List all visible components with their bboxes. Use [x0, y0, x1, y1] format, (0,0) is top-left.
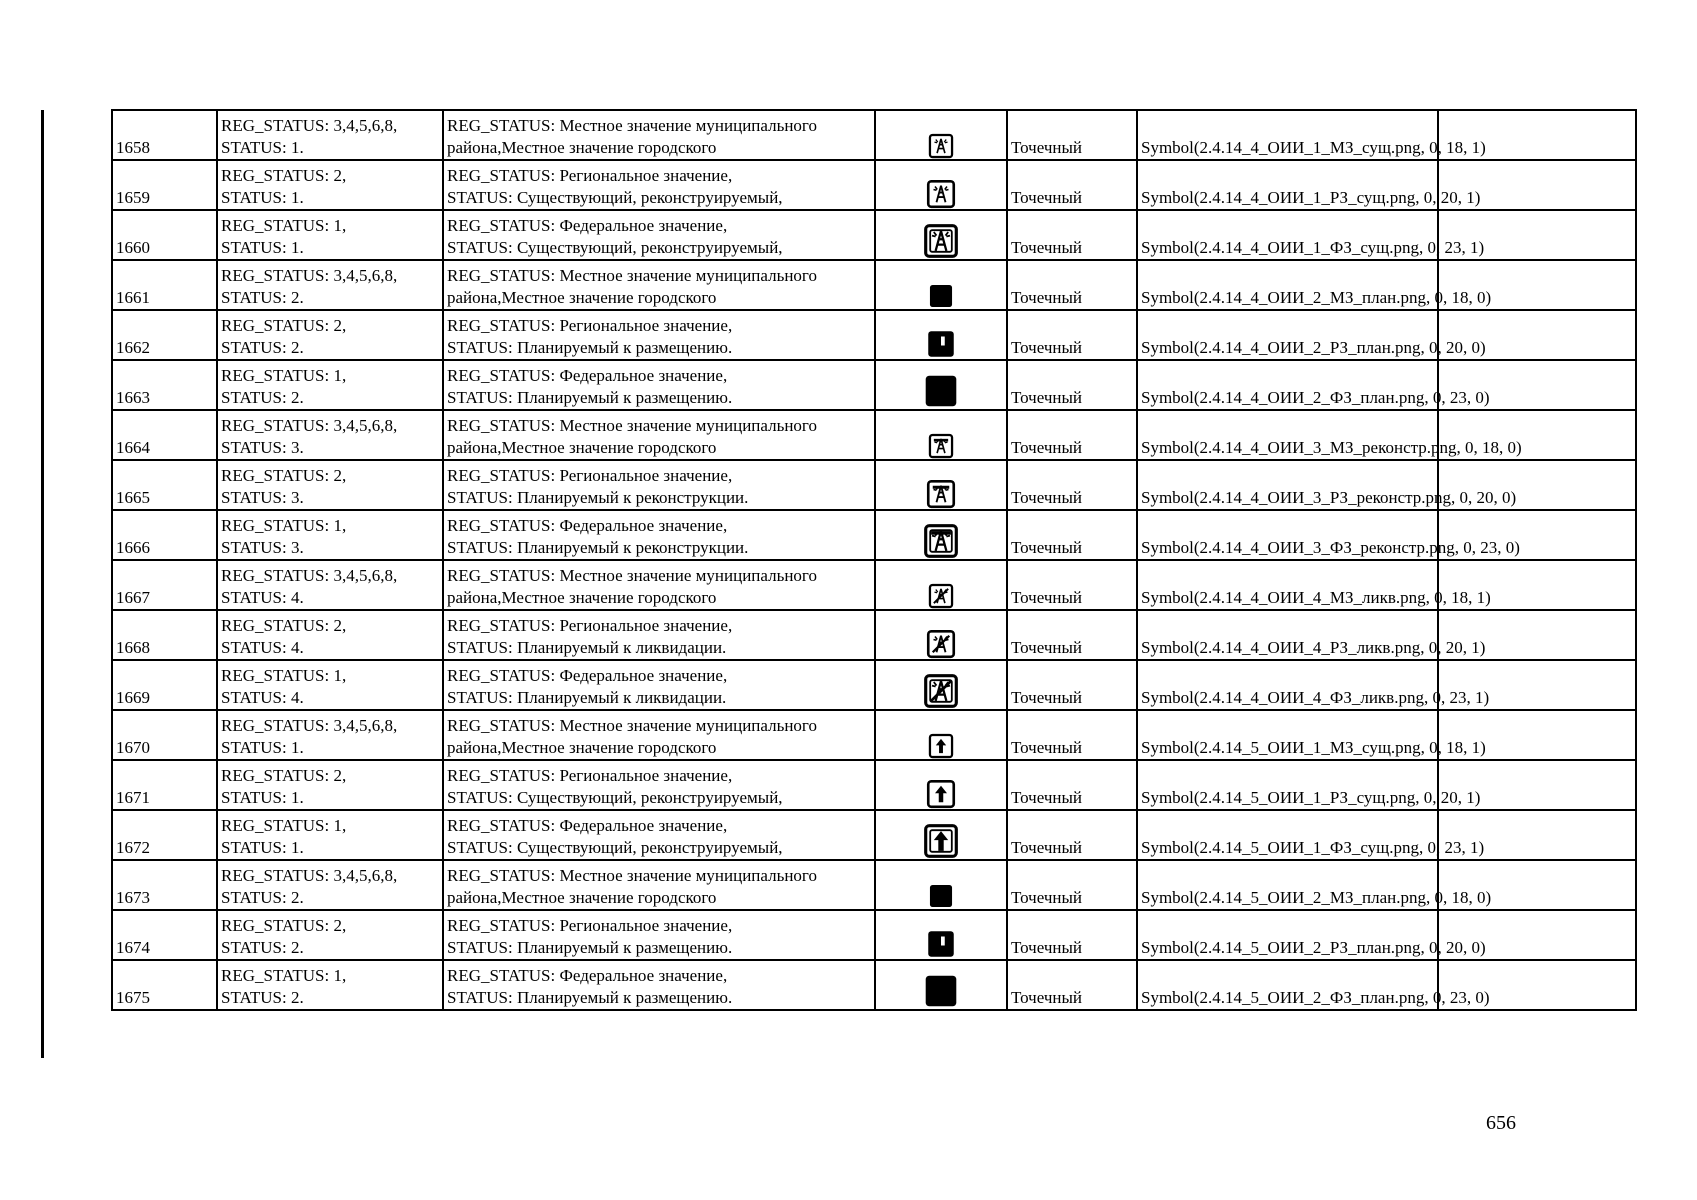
table-row [112, 710, 1636, 760]
cell-text-line: REG_STATUS: Федеральное значение, [447, 966, 728, 985]
cell-text-line: REG_STATUS: 2, [221, 316, 347, 335]
symbol-file-cell [1137, 310, 1486, 360]
symbol-cell [875, 960, 1007, 1010]
cell-text-line: REG_STATUS: Местное значение муниципального [447, 266, 817, 285]
cell-text-line: REG_STATUS: Федеральное значение, [447, 666, 728, 685]
geometry-type-cell [1007, 660, 1137, 710]
cell-text-line: Symbol(2.4.14_5_ОИИ_2_РЗ_план.png, 0, 20, 0) [1141, 938, 1486, 957]
row-number-cell [112, 910, 217, 960]
status-description-cell [443, 560, 875, 610]
geometry-type-cell [1007, 610, 1137, 660]
cell-text-line: Точечный [1011, 838, 1083, 857]
cell-text-line: Symbol(2.4.14_4_ОИИ_2_ФЗ_план.png, 0, 23, 0) [1141, 388, 1490, 407]
cell-text-line: 1671 [116, 788, 150, 807]
tower-m-reconstruction-icon [928, 433, 954, 459]
geometry-type-cell [1007, 560, 1137, 610]
cell-text-line: STATUS: Планируемый к реконструкции. [447, 538, 749, 557]
symbol-cell [875, 560, 1007, 610]
row-number-cell [112, 360, 217, 410]
table-row [112, 360, 1636, 410]
symbol-file-cell [1137, 460, 1517, 510]
cell-text-line: Точечный [1011, 288, 1083, 307]
planned-r-square-icon [926, 929, 956, 959]
cell-text-line: 1664 [116, 438, 150, 457]
cell-text-line: REG_STATUS: 3,4,5,6,8, [221, 866, 398, 885]
cell-text-line: STATUS: 3. [221, 538, 304, 557]
cell-text-line: STATUS: 2. [221, 938, 304, 957]
cell-text-line: STATUS: 3. [221, 438, 304, 457]
row-number-cell [112, 960, 217, 1010]
symbol-cell [875, 610, 1007, 660]
row-number-cell [112, 110, 217, 160]
cell-text-line: Symbol(2.4.14_4_ОИИ_1_МЗ_сущ.png, 0, 18, 1) [1141, 138, 1486, 157]
table-row [112, 160, 1636, 210]
cell-text-line: Точечный [1011, 388, 1083, 407]
cell-text-line: STATUS: 2. [221, 288, 304, 307]
symbol-file-cell [1137, 910, 1486, 960]
cell-text-line: 1675 [116, 988, 150, 1007]
cell-text-line: Symbol(2.4.14_4_ОИИ_4_ФЗ_ликв.png, 0, 23, 1) [1141, 688, 1490, 707]
cell-text-line: Точечный [1011, 988, 1083, 1007]
status-description-cell [443, 610, 875, 660]
symbol-file-cell [1137, 360, 1490, 410]
geometry-type-cell [1007, 960, 1137, 1010]
row-number-cell [112, 810, 217, 860]
cell-text-line: REG_STATUS: Местное значение муниципального [447, 566, 817, 585]
symbol-file-cell [1137, 210, 1485, 260]
cell-text-line: Точечный [1011, 488, 1083, 507]
tower-m-existing-icon [928, 133, 954, 159]
cell-text-line: REG_STATUS: Региональное значение, [447, 166, 733, 185]
tower-r-reconstruction-icon [926, 479, 956, 509]
cell-text-line: REG_STATUS: 3,4,5,6,8, [221, 566, 398, 585]
cell-text-line: STATUS: 3. [221, 488, 304, 507]
row-number-cell [112, 260, 217, 310]
cell-text-line: района,Местное значение городского [447, 138, 717, 157]
cell-text-line: STATUS: Планируемый к реконструкции. [447, 488, 749, 507]
geometry-type-cell [1007, 760, 1137, 810]
planned-m-square-icon [928, 283, 954, 309]
status-description-cell [443, 360, 875, 410]
cell-text-line: 1665 [116, 488, 150, 507]
geometry-type-cell [1007, 160, 1137, 210]
cell-text-line: 1662 [116, 338, 150, 357]
status-codes-cell [217, 110, 443, 160]
tower-r-liquidation-icon [926, 629, 956, 659]
cell-text-line: Точечный [1011, 638, 1083, 657]
symbol-file-cell [1137, 860, 1492, 910]
geometry-type-cell [1007, 410, 1137, 460]
status-codes-cell [217, 860, 443, 910]
cell-text-line: STATUS: Существующий, реконструируемый, [447, 788, 783, 807]
cell-text-line: REG_STATUS: Региональное значение, [447, 916, 733, 935]
cell-text-line: STATUS: 1. [221, 788, 304, 807]
status-codes-cell [217, 760, 443, 810]
cell-text-line: REG_STATUS: 2, [221, 916, 347, 935]
cell-text-line: REG_STATUS: 3,4,5,6,8, [221, 716, 398, 735]
cell-text-line: Symbol(2.4.14_5_ОИИ_1_МЗ_сущ.png, 0, 18, 1) [1141, 738, 1486, 757]
status-codes-cell [217, 460, 443, 510]
row-number-cell [112, 510, 217, 560]
cell-text-line: района,Местное значение городского [447, 738, 717, 757]
status-description-cell [443, 860, 875, 910]
cell-text-line: STATUS: 4. [221, 588, 304, 607]
symbol-cell [875, 260, 1007, 310]
cell-text-line: 1668 [116, 638, 150, 657]
table-row [112, 760, 1636, 810]
status-description-cell [443, 410, 875, 460]
cell-text-line: Symbol(2.4.14_4_ОИИ_1_ФЗ_сущ.png, 0, 23, 1) [1141, 238, 1485, 257]
cell-text-line: STATUS: Планируемый к размещению. [447, 338, 733, 357]
row-number-cell [112, 160, 217, 210]
cell-text-line: Точечный [1011, 738, 1083, 757]
geometry-type-cell [1007, 110, 1137, 160]
symbol-cell [875, 410, 1007, 460]
cell-text-line: Точечный [1011, 938, 1083, 957]
table-row [112, 560, 1636, 610]
cell-text-line: Точечный [1011, 538, 1083, 557]
cell-text-line: REG_STATUS: 1, [221, 816, 347, 835]
cell-text-line: REG_STATUS: Местное значение муниципального [447, 116, 817, 135]
planned-m-square-icon [928, 883, 954, 909]
arrow-r-existing-icon [926, 779, 956, 809]
tower-f-liquidation-icon [923, 673, 959, 709]
cell-text-line: STATUS: Существующий, реконструируемый, [447, 838, 783, 857]
tower-m-liquidation-icon [928, 583, 954, 609]
tower-f-reconstruction-icon [923, 523, 959, 559]
cell-text-line: STATUS: 2. [221, 338, 304, 357]
cell-text-line: STATUS: 2. [221, 388, 304, 407]
cell-text-line: REG_STATUS: Федеральное значение, [447, 366, 728, 385]
cell-text-line: STATUS: Планируемый к размещению. [447, 988, 733, 1007]
cell-text-line: 1669 [116, 688, 150, 707]
symbol-cell [875, 160, 1007, 210]
geometry-type-cell [1007, 260, 1137, 310]
symbol-cell [875, 810, 1007, 860]
cell-text-line: STATUS: Существующий, реконструируемый, [447, 188, 783, 207]
page-number: 656 [1486, 1112, 1516, 1134]
symbol-file-cell [1137, 410, 1522, 460]
cell-text-line: STATUS: 1. [221, 138, 304, 157]
cell-text-line: Symbol(2.4.14_4_ОИИ_4_РЗ_ликв.png, 0, 20, 1) [1141, 638, 1486, 657]
cell-text-line: Точечный [1011, 338, 1083, 357]
planned-r-square-icon [926, 329, 956, 359]
geometry-type-cell [1007, 860, 1137, 910]
table-row [112, 960, 1636, 1010]
cell-text-line: REG_STATUS: 3,4,5,6,8, [221, 416, 398, 435]
symbol-file-cell [1137, 760, 1481, 810]
symbol-file-cell [1137, 160, 1481, 210]
geometry-type-cell [1007, 510, 1137, 560]
cell-text-line: STATUS: Планируемый к размещению. [447, 388, 733, 407]
status-description-cell [443, 760, 875, 810]
symbol-cell [875, 710, 1007, 760]
status-codes-cell [217, 660, 443, 710]
cell-text-line: STATUS: Планируемый к размещению. [447, 938, 733, 957]
cell-text-line: STATUS: 4. [221, 688, 304, 707]
tower-r-existing-icon [926, 179, 956, 209]
cell-text-line: Symbol(2.4.14_5_ОИИ_2_ФЗ_план.png, 0, 23, 0) [1141, 988, 1490, 1007]
row-number-cell [112, 560, 217, 610]
cell-text-line: Точечный [1011, 138, 1083, 157]
row-number-cell [112, 710, 217, 760]
symbol-cell [875, 110, 1007, 160]
cell-text-line: 1673 [116, 888, 150, 907]
cell-text-line: Точечный [1011, 888, 1083, 907]
symbol-file-cell [1137, 660, 1490, 710]
cell-text-line: Symbol(2.4.14_5_ОИИ_2_МЗ_план.png, 0, 18, 0) [1141, 888, 1492, 907]
status-codes-cell [217, 310, 443, 360]
cell-text-line: района,Местное значение городского [447, 588, 717, 607]
symbol-cell [875, 310, 1007, 360]
table-row [112, 810, 1636, 860]
cell-text-line: REG_STATUS: Федеральное значение, [447, 216, 728, 235]
status-description-cell [443, 310, 875, 360]
geometry-type-cell [1007, 310, 1137, 360]
status-description-cell [443, 960, 875, 1010]
table-row [112, 110, 1636, 160]
cell-text-line: REG_STATUS: 1, [221, 966, 347, 985]
status-codes-cell [217, 160, 443, 210]
symbol-registry-table [111, 109, 1637, 1011]
cell-text-line: STATUS: 2. [221, 988, 304, 1007]
cell-text-line: REG_STATUS: 1, [221, 366, 347, 385]
cell-text-line: REG_STATUS: 1, [221, 516, 347, 535]
status-codes-cell [217, 360, 443, 410]
status-codes-cell [217, 910, 443, 960]
arrow-m-existing-icon [928, 733, 954, 759]
status-description-cell [443, 110, 875, 160]
cell-text-line: STATUS: Планируемый к ликвидации. [447, 688, 727, 707]
status-description-cell [443, 210, 875, 260]
status-description-cell [443, 910, 875, 960]
cell-text-line: STATUS: 1. [221, 838, 304, 857]
status-codes-cell [217, 610, 443, 660]
cell-text-line: REG_STATUS: 1, [221, 216, 347, 235]
cell-text-line: REG_STATUS: 2, [221, 466, 347, 485]
cell-text-line: Symbol(2.4.14_5_ОИИ_1_ФЗ_сущ.png, 0, 23, 1) [1141, 838, 1485, 857]
geometry-type-cell [1007, 210, 1137, 260]
cell-text-line: REG_STATUS: Региональное значение, [447, 466, 733, 485]
table-row [112, 510, 1636, 560]
status-codes-cell [217, 560, 443, 610]
cell-text-line: 1660 [116, 238, 150, 257]
cell-text-line: REG_STATUS: 1, [221, 666, 347, 685]
cell-text-line: REG_STATUS: Местное значение муниципального [447, 866, 817, 885]
planned-f-square-icon [923, 373, 959, 409]
symbol-cell [875, 460, 1007, 510]
cell-text-line: района,Местное значение городского [447, 888, 717, 907]
table-row [112, 460, 1636, 510]
cell-text-line: Точечный [1011, 188, 1083, 207]
table-row [112, 410, 1636, 460]
cell-text-line: STATUS: Существующий, реконструируемый, [447, 238, 783, 257]
cell-text-line: STATUS: 1. [221, 738, 304, 757]
symbol-cell [875, 860, 1007, 910]
cell-text-line: 1670 [116, 738, 150, 757]
cell-text-line: REG_STATUS: Региональное значение, [447, 316, 733, 335]
table-row [112, 310, 1636, 360]
cell-text-line: STATUS: 2. [221, 888, 304, 907]
cell-text-line: 1674 [116, 938, 150, 957]
status-codes-cell [217, 410, 443, 460]
status-description-cell [443, 460, 875, 510]
cell-text-line: 1667 [116, 588, 150, 607]
row-number-cell [112, 610, 217, 660]
status-description-cell [443, 160, 875, 210]
cell-text-line: Symbol(2.4.14_4_ОИИ_3_МЗ_реконстр.png, 0, 18, 0) [1141, 438, 1522, 457]
symbol-file-cell [1137, 610, 1486, 660]
table-row [112, 860, 1636, 910]
cell-text-line: Symbol(2.4.14_5_ОИИ_1_РЗ_сущ.png, 0, 20, 1) [1141, 788, 1481, 807]
row-number-cell [112, 660, 217, 710]
cell-text-line: Точечный [1011, 788, 1083, 807]
row-number-cell [112, 310, 217, 360]
symbol-file-cell [1137, 560, 1491, 610]
cell-text-line: REG_STATUS: 3,4,5,6,8, [221, 266, 398, 285]
cell-text-line: REG_STATUS: 2, [221, 166, 347, 185]
cell-text-line: STATUS: 4. [221, 638, 304, 657]
cell-text-line: STATUS: 1. [221, 188, 304, 207]
cell-text-line: Точечный [1011, 438, 1083, 457]
status-codes-cell [217, 210, 443, 260]
cell-text-line: REG_STATUS: Региональное значение, [447, 766, 733, 785]
cell-text-line: 1658 [116, 138, 150, 157]
cell-text-line: 1666 [116, 538, 150, 557]
status-description-cell [443, 260, 875, 310]
status-codes-cell [217, 710, 443, 760]
cell-text-line: Точечный [1011, 588, 1083, 607]
cell-text-line: Symbol(2.4.14_4_ОИИ_3_РЗ_реконстр.png, 0, 20, 0) [1141, 488, 1517, 507]
symbol-cell [875, 910, 1007, 960]
cell-text-line: REG_STATUS: Местное значение муниципального [447, 416, 817, 435]
table-row [112, 910, 1636, 960]
symbol-cell [875, 210, 1007, 260]
cell-text-line: Symbol(2.4.14_4_ОИИ_2_РЗ_план.png, 0, 20, 0) [1141, 338, 1486, 357]
status-codes-cell [217, 960, 443, 1010]
cell-text-line: REG_STATUS: Местное значение муниципального [447, 716, 817, 735]
symbol-file-cell [1137, 960, 1490, 1010]
cell-text-line: Symbol(2.4.14_4_ОИИ_2_МЗ_план.png, 0, 18, 0) [1141, 288, 1492, 307]
symbol-file-cell [1137, 260, 1492, 310]
symbol-cell [875, 760, 1007, 810]
geometry-type-cell [1007, 460, 1137, 510]
status-codes-cell [217, 260, 443, 310]
cell-text-line: REG_STATUS: Федеральное значение, [447, 816, 728, 835]
status-description-cell [443, 710, 875, 760]
table-row [112, 610, 1636, 660]
row-number-cell [112, 410, 217, 460]
cell-text-line: REG_STATUS: Региональное значение, [447, 616, 733, 635]
cell-text-line: STATUS: Планируемый к ликвидации. [447, 638, 727, 657]
row-number-cell [112, 860, 217, 910]
cell-text-line: Symbol(2.4.14_4_ОИИ_1_РЗ_сущ.png, 0, 20, 1) [1141, 188, 1481, 207]
symbol-cell [875, 360, 1007, 410]
cell-text-line: Symbol(2.4.14_4_ОИИ_3_ФЗ_реконстр.png, 0, 23, 0) [1141, 538, 1520, 557]
status-codes-cell [217, 810, 443, 860]
table-row [112, 660, 1636, 710]
cell-text-line: 1672 [116, 838, 150, 857]
cell-text-line: Точечный [1011, 238, 1083, 257]
cell-text-line: REG_STATUS: Федеральное значение, [447, 516, 728, 535]
row-number-cell [112, 760, 217, 810]
cell-text-line: района,Местное значение городского [447, 288, 717, 307]
geometry-type-cell [1007, 810, 1137, 860]
cell-text-line: 1659 [116, 188, 150, 207]
status-description-cell [443, 510, 875, 560]
cell-text-line: REG_STATUS: 2, [221, 616, 347, 635]
table-row [112, 210, 1636, 260]
status-codes-cell [217, 510, 443, 560]
cell-text-line: Точечный [1011, 688, 1083, 707]
cell-text-line: REG_STATUS: 2, [221, 766, 347, 785]
margin-rule [41, 110, 44, 1058]
symbol-cell [875, 510, 1007, 560]
cell-text-line: REG_STATUS: 3,4,5,6,8, [221, 116, 398, 135]
planned-f-square-icon [923, 973, 959, 1009]
symbol-cell [875, 660, 1007, 710]
geometry-type-cell [1007, 910, 1137, 960]
cell-text-line: Symbol(2.4.14_4_ОИИ_4_МЗ_ликв.png, 0, 18, 1) [1141, 588, 1491, 607]
symbol-file-cell [1137, 710, 1486, 760]
tower-f-existing-icon [923, 223, 959, 259]
arrow-f-existing-icon [923, 823, 959, 859]
row-number-cell [112, 210, 217, 260]
row-number-cell [112, 460, 217, 510]
symbol-file-cell [1137, 110, 1486, 160]
symbol-file-cell [1137, 810, 1485, 860]
table-row [112, 260, 1636, 310]
cell-text-line: STATUS: 1. [221, 238, 304, 257]
cell-text-line: 1663 [116, 388, 150, 407]
cell-text-line: 1661 [116, 288, 150, 307]
status-description-cell [443, 810, 875, 860]
geometry-type-cell [1007, 710, 1137, 760]
cell-text-line: района,Местное значение городского [447, 438, 717, 457]
geometry-type-cell [1007, 360, 1137, 410]
symbol-file-cell [1137, 510, 1520, 560]
status-description-cell [443, 660, 875, 710]
